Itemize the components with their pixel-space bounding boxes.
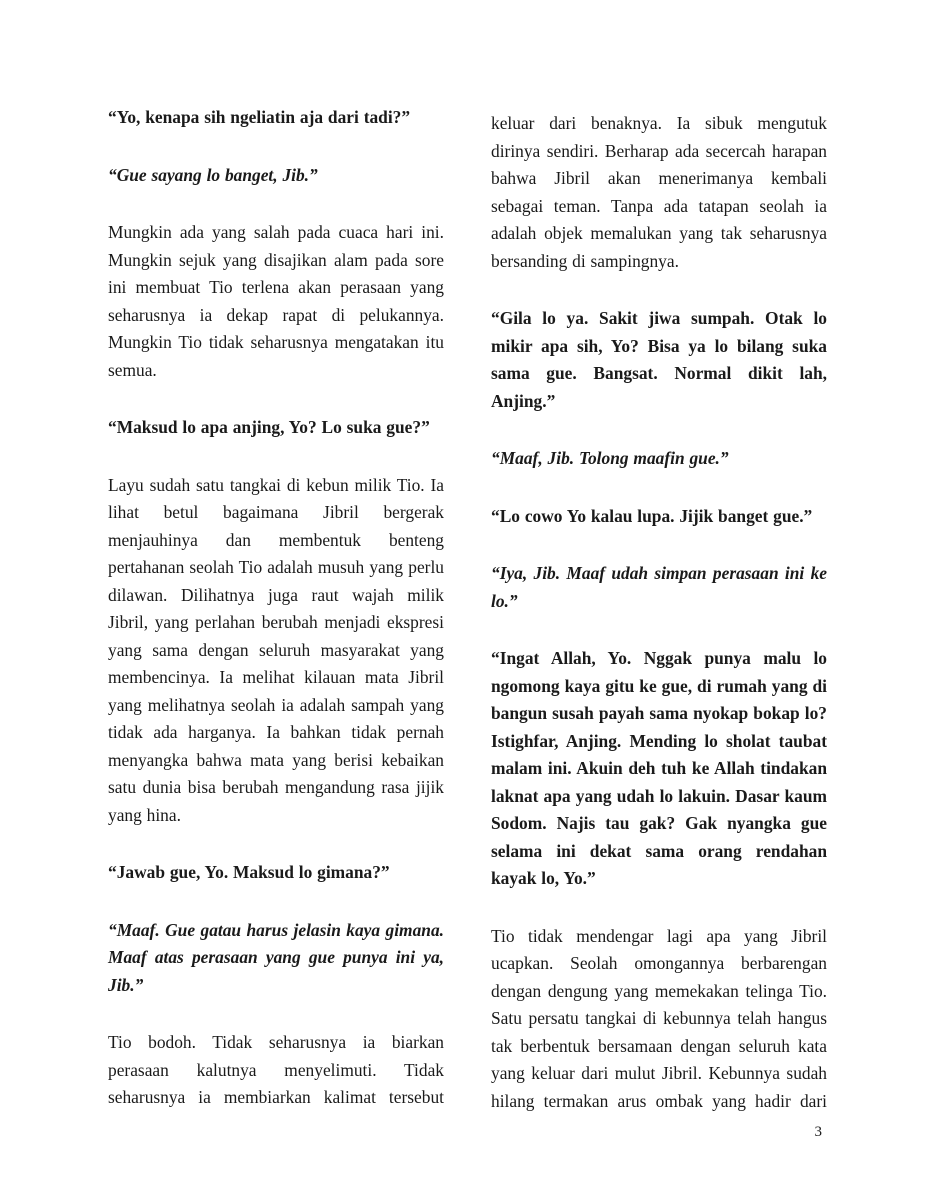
page-number: 3	[814, 1124, 822, 1140]
narration-paragraph: Tio tidak mendengar lagi apa yang Jibril ucapkan. Seolah omongannya berbarengan dengan dengung yang memekakan telinga Tio. Satu persatu tangkai di kebunnya telah hangus tak berbentuk bersamaan dengan seluruh kata yang keluar dari mulut Jibril. Kebunnya sudah hilang termakan arus ombak yang hadir dari	[491, 925, 827, 1111]
dialog-paragraph: “Lo cowo Yo kalau lupa. Jijik banget gue.”	[491, 505, 813, 526]
reply-paragraph: “Gue sayang lo banget, Jib.”	[108, 164, 318, 185]
dialog-paragraph: “Gila lo ya. Sakit jiwa sumpah. Otak lo mikir apa sih, Yo? Bisa ya lo bilang suka sama gue. Bangsat. Normal dikit lah, Anjing.”	[491, 308, 827, 411]
reply-paragraph: “Maaf, Jib. Tolong maafin gue.”	[491, 448, 729, 468]
narration-paragraph: Tio bodoh. Tidak seharusnya ia biarkan perasaan kalutnya menyelimuti. Tidak seharusnya ia membiarkan kalimat tersebut	[108, 1032, 444, 1107]
dialog-paragraph: “Maksud lo apa anjing, Yo? Lo suka gue?”	[108, 417, 430, 437]
narration-paragraph: Mungkin ada yang salah pada cuaca hari ini. Mungkin sejuk yang disajikan alam pada sore ini membuat Tio terlena akan perasaan yang seharusnya ia dekap rapat di pelukannya. Mungkin Tio tidak seharusnya mengatakan itu semua.	[108, 222, 444, 380]
dialog-paragraph: “Jawab gue, Yo. Maksud lo gimana?”	[108, 862, 390, 882]
narration-paragraph: Layu sudah satu tangkai di kebun milik Tio. Ia lihat betul bagaimana Jibril bergerak menjauhinya dan membentuk benteng pertahanan seolah Tio adalah musuh yang perlu dilawan. Dilihatnya juga raut wajah milik Jibril, yang perlahan berubah menjadi ekspresi yang sama dengan seluruh masyarakat yang membencinya. Ia melihat kilauan mata Jibril yang melihatnya seolah ia adalah sampah yang tidak ada harganya. Ia bahkan tidak pernah menyangka bahwa mata yang berisi kebaikan satu dunia bisa berubah mengandung rasa jijik yang hina.	[108, 474, 444, 825]
dialog-paragraph: “Yo, kenapa sih ngeliatin aja dari tadi?”	[108, 107, 411, 127]
reply-paragraph: “Maaf. Gue gatau harus jelasin kaya gimana. Maaf atas perasaan yang gue punya ini ya, Jib.”	[108, 919, 444, 995]
dialog-paragraph: “Ingat Allah, Yo. Nggak punya malu lo ngomong kaya gitu ke gue, di rumah yang di bangun susah payah sama nyokap bokap lo? Istighfar, Anjing. Mending lo sholat taubat malam ini. Akuin deh tuh ke Allah tindakan laknat apa yang udah lo lakuin. Dasar kaum Sodom. Najis tau gak? Gak nyangka gue selama ini dekat sama orang rendahan kayak lo, Yo.”	[491, 648, 827, 888]
narration-paragraph: keluar dari benaknya. Ia sibuk mengutuk dirinya sendiri. Berharap ada secercah harapan bahwa Jibril akan menerimanya kembali sebagai teman. Tanpa ada tatapan seolah ia adalah objek memalukan yang tak seharusnya bersanding di sampingnya.	[491, 113, 827, 271]
right-column	[491, 110, 827, 1115]
reply-paragraph: “Iya, Jib. Maaf udah simpan perasaan ini ke lo.”	[491, 563, 827, 611]
left-column	[108, 104, 444, 1112]
